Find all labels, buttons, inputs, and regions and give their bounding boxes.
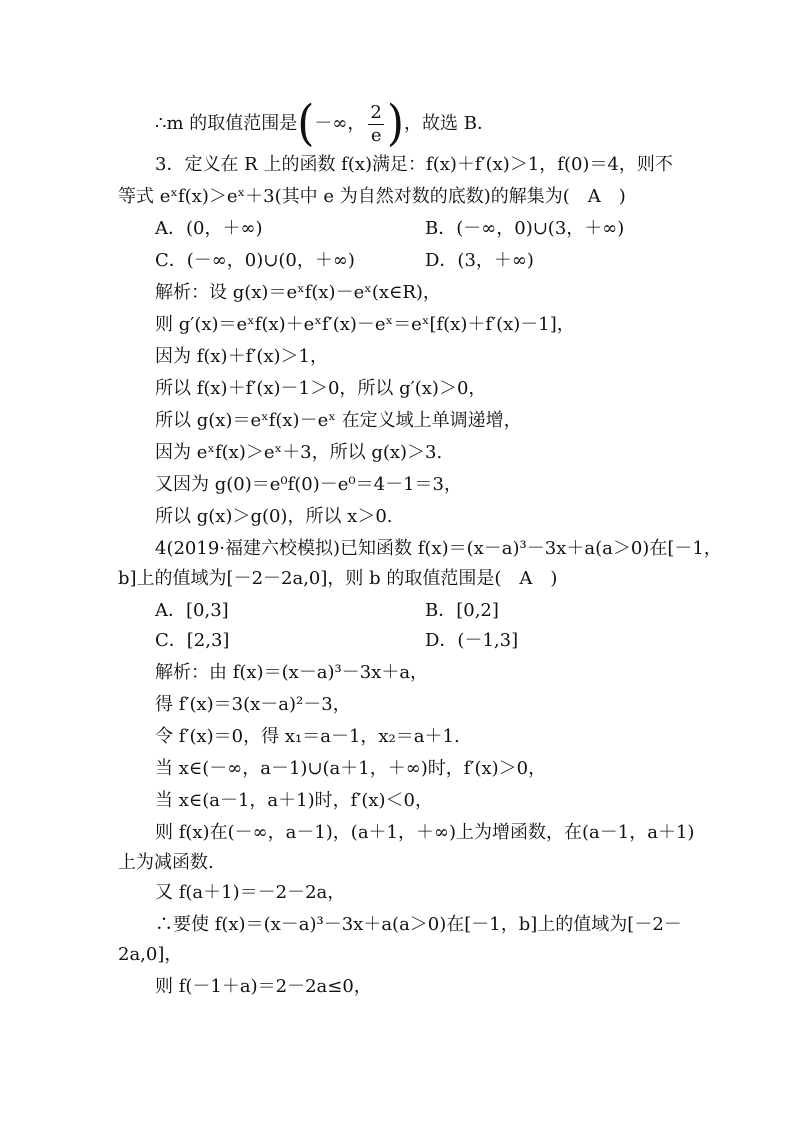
- question-3-option-a: A．(0，＋∞): [155, 218, 263, 239]
- question-3-option-c: C．(－∞，0)∪(0，＋∞): [155, 250, 355, 271]
- solution-4-line-1: 解析：由 f(x)＝(x－a)³－3x＋a，: [155, 662, 429, 683]
- range-conclusion-line: [155, 95, 495, 152]
- solution-4-line-6: 则 f(x)在(－∞，a－1)，(a＋1，＋∞)上为增函数，在(a－1，a＋1): [155, 822, 695, 843]
- question-4-line-2: b]上的值域为[－2－2a,0]，则 b 的取值范围是( A ): [118, 568, 558, 589]
- solution-4-line-2: 得 f′(x)＝3(x－a)²－3，: [155, 694, 351, 715]
- question-4-option-d: D．(－1,3]: [425, 630, 519, 651]
- solution-4-line-10: 2a,0]，: [118, 944, 183, 965]
- question-3-line-2: 等式 eˣf(x)＞eˣ＋3(其中 e 为自然对数的底数)的解集为( A ): [118, 186, 626, 207]
- question-4-line-1: 4(2019·福建六校模拟)已知函数 f(x)＝(x－a)³－3x＋a(a＞0)在[－1，: [155, 538, 722, 559]
- solution-4-line-4: 当 x∈(－∞，a－1)∪(a＋1，＋∞)时，f′(x)＞0，: [155, 758, 547, 779]
- left-paren: (: [297, 95, 315, 152]
- text-fragment: ∴m 的取值范围是: [155, 113, 298, 134]
- question-3-line-1: 3．定义在 R 上的函数 f(x)满足：f(x)＋f′(x)＞1，f(0)＝4，则不: [155, 154, 673, 175]
- solution-3-line-3: 因为 f(x)＋f′(x)＞1，: [155, 346, 328, 367]
- question-3-option-d: D．(3，＋∞): [425, 250, 534, 271]
- solution-3-line-4: 所以 f(x)＋f′(x)－1＞0，所以 g′(x)＞0，: [155, 378, 487, 399]
- solution-4-line-9: ∴要使 f(x)＝(x－a)³－3x＋a(a＞0)在[－1，b]上的值域为[－2－: [155, 914, 682, 935]
- text-fragment: －∞，: [314, 113, 366, 134]
- solution-4-line-5: 当 x∈(a－1，a＋1)时，f′(x)＜0，: [155, 790, 434, 811]
- solution-3-line-1: 解析：设 g(x)＝eˣf(x)－eˣ(x∈R)，: [155, 282, 441, 303]
- text-fragment: ，故选 B．: [404, 113, 495, 134]
- solution-4-line-3: 令 f′(x)＝0，得 x₁＝a－1，x₂＝a＋1.: [155, 726, 460, 747]
- fraction-denominator: e: [370, 124, 382, 146]
- solution-3-line-5: 所以 g(x)＝eˣf(x)－eˣ 在定义域上单调递增，: [155, 410, 522, 431]
- right-paren: ): [386, 95, 405, 152]
- solution-3-line-8: 所以 g(x)＞g(0)，所以 x＞0.: [155, 506, 393, 527]
- solution-3-line-6: 因为 eˣf(x)＞eˣ＋3，所以 g(x)＞3.: [155, 442, 443, 463]
- fraction-numerator: 2: [370, 101, 382, 123]
- solution-4-line-7: 上为减函数.: [118, 852, 214, 873]
- solution-3-line-2: 则 g′(x)＝eˣf(x)＋eˣf′(x)－eˣ＝eˣ[f(x)＋f′(x)－1]，: [155, 314, 575, 335]
- question-4-option-c: C．[2,3]: [155, 630, 230, 651]
- fraction: [368, 102, 383, 147]
- solution-4-line-11: 则 f(－1＋a)＝2－2a≤0，: [155, 976, 372, 997]
- question-4-option-a: A．[0,3]: [155, 600, 229, 621]
- solution-3-line-7: 又因为 g(0)＝e⁰f(0)－e⁰＝4－1＝3，: [155, 474, 462, 495]
- question-4-option-b: B．[0,2]: [425, 600, 499, 621]
- question-3-option-b: B．(－∞，0)∪(3，＋∞): [425, 218, 625, 239]
- solution-4-line-8: 又 f(a＋1)＝－2－2a，: [155, 882, 346, 903]
